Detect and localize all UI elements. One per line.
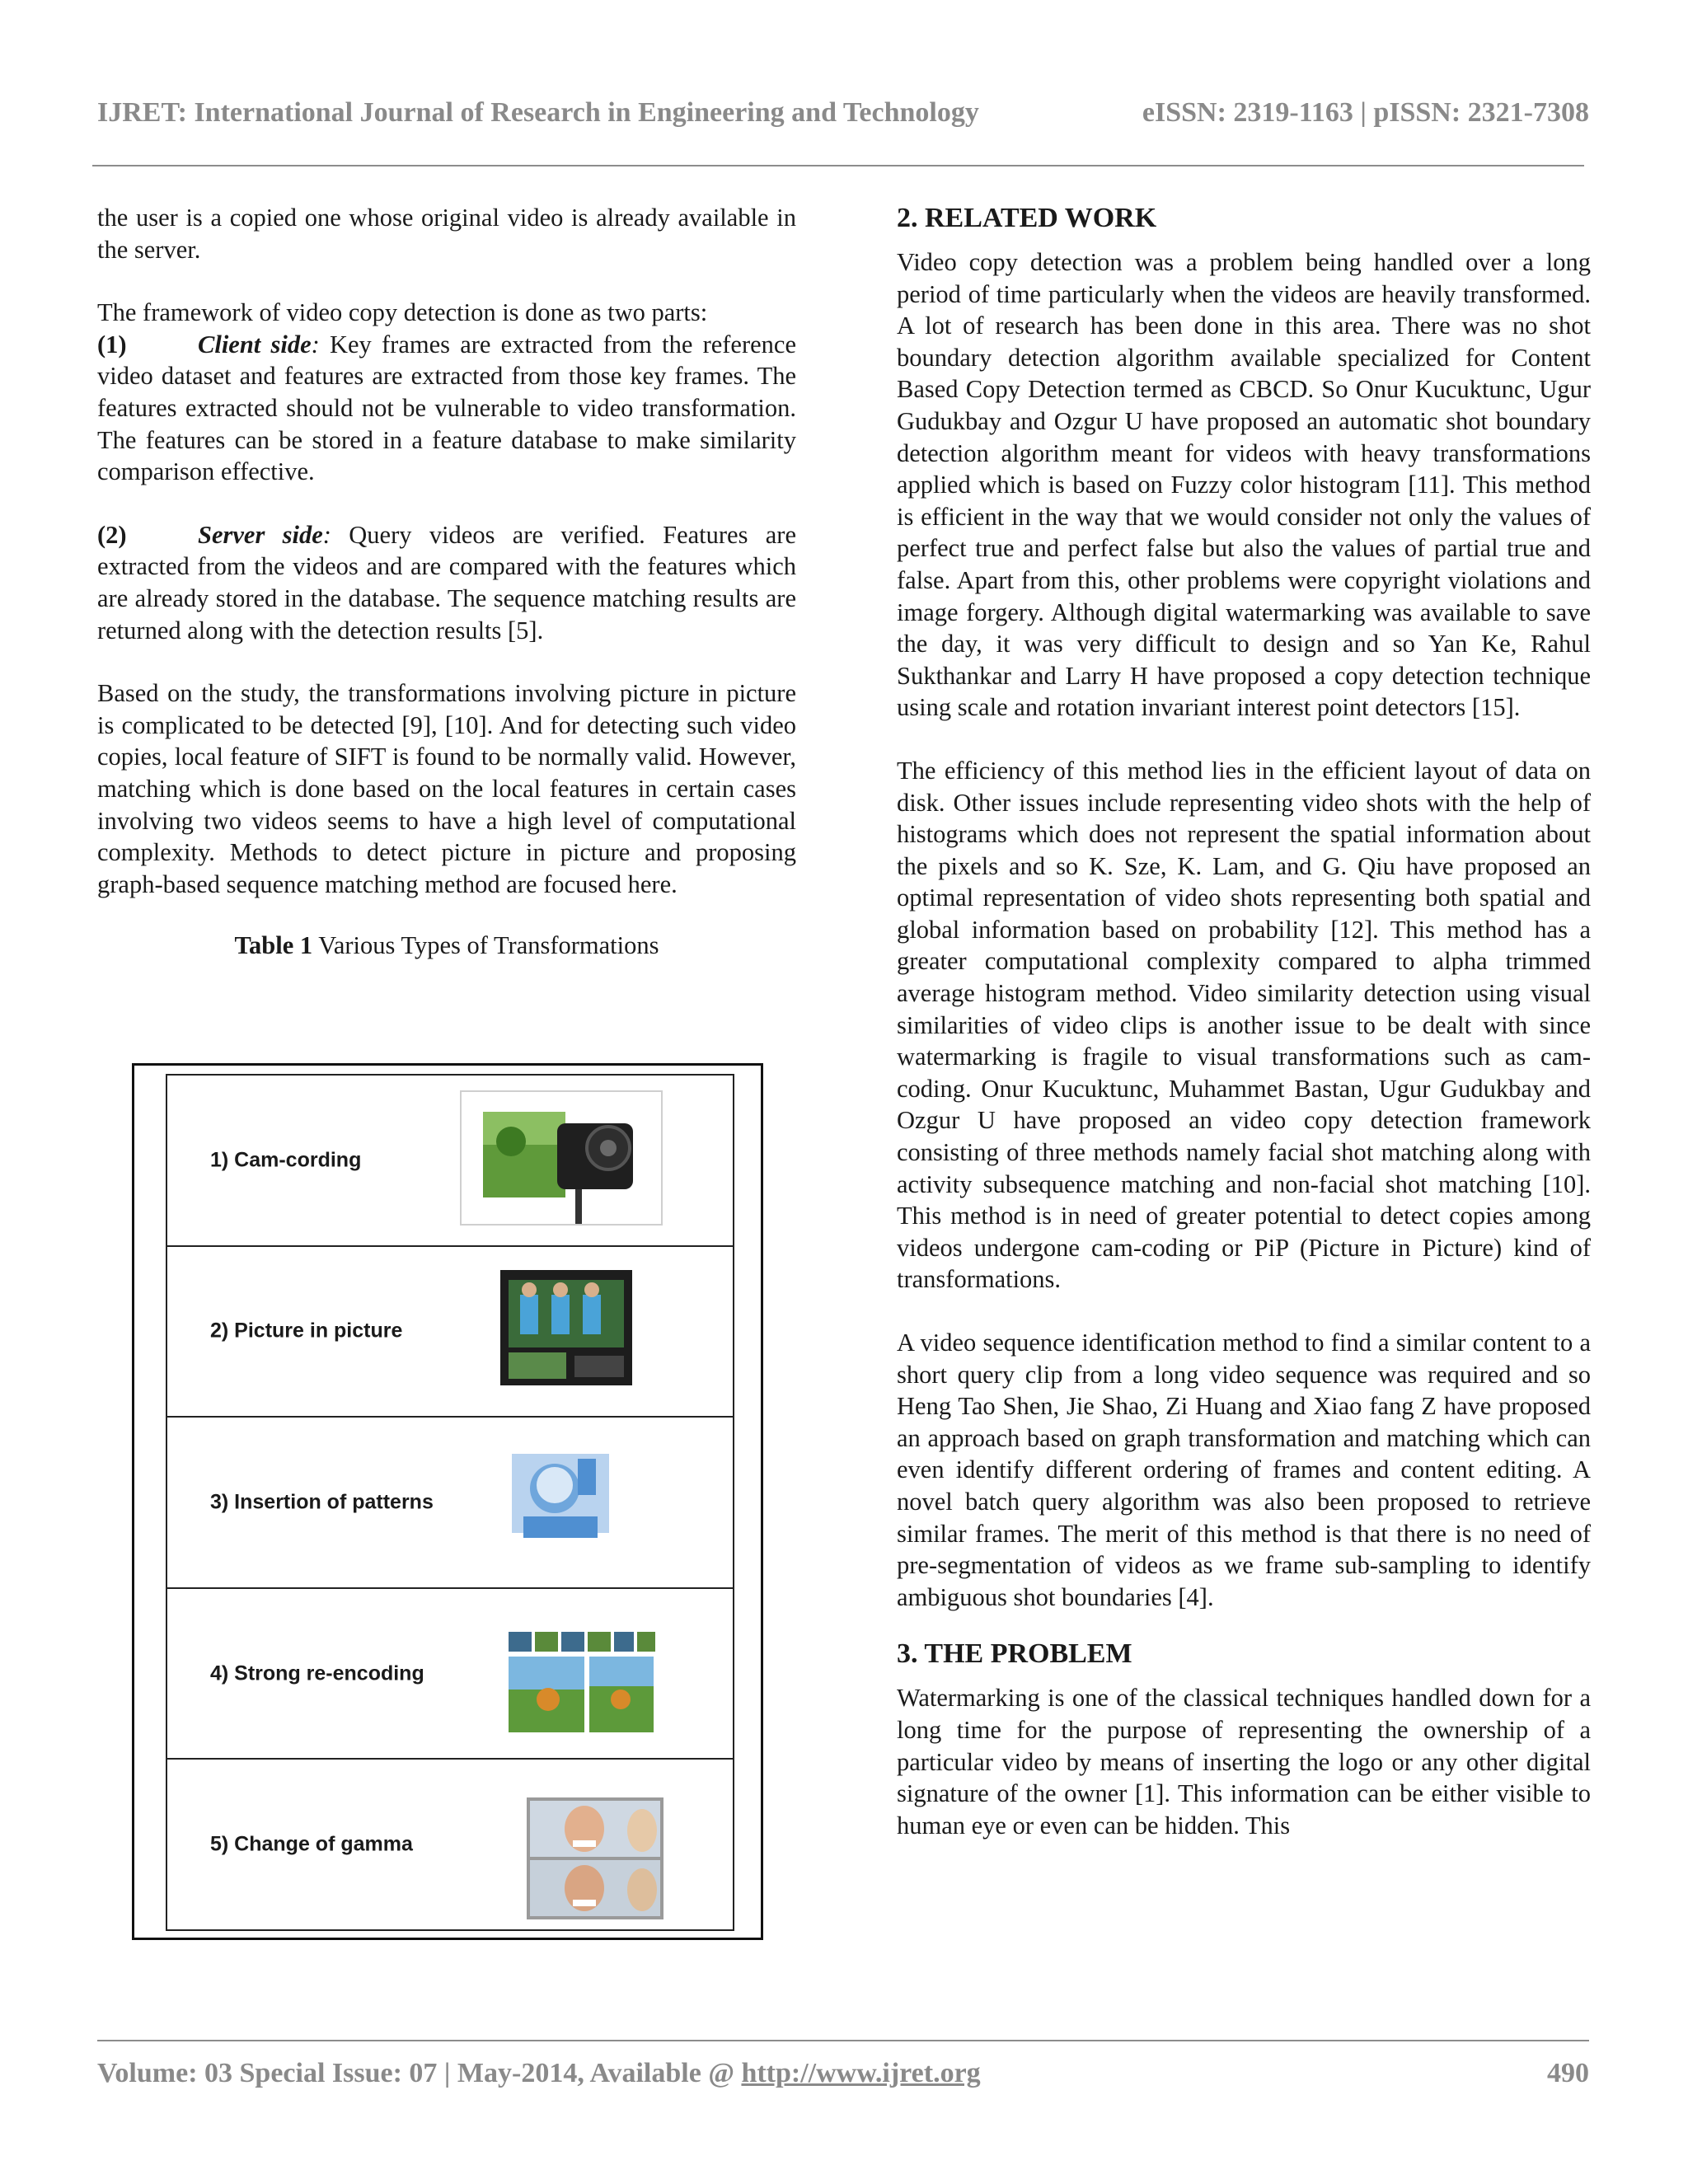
insertion-of-patterns-image [507, 1437, 614, 1561]
picture-in-picture-image [500, 1270, 632, 1385]
table-row [167, 1589, 733, 1760]
row-label-insertion-of-patterns: 3) Insertion of patterns [210, 1490, 434, 1514]
cam-cording-image [460, 1090, 663, 1226]
item-term: Client side [198, 330, 312, 359]
page-number: 490 [1547, 2058, 1589, 2088]
left-paragraph-2: The framework of video copy detection is done as two parts: [97, 298, 708, 327]
related-work-paragraph-1: Video copy detection was a problem being handled over a long period of time particularly when the videos are heavily transformed. A lot of research has been done in this area. There was no shot boundary detection algorithm available specialized for Content Based Copy Detection termed as CBCD. So Onur Kucuktunc, Ugur Gudukbay and Ozgur U have proposed an automatic shot boundary detection algorithm meant for videos with heavy transformations applied which is based on Fuzzy color histogram [11]. This method is efficient in the way that we would consider not only the values of perfect true and perfect false but also the values of partial true and false. Apart from this, other problems were copyright violations and image forgery. Although digital watermarking was available to save the day, it was very difficult to design and so Yan Ke, Rahul Sukthankar and Larry H have proposed a copy detection technique using scale and rotation invariant interest point detectors [15]. [897, 248, 1591, 722]
running-header [97, 97, 1589, 129]
table-caption-text: Various Types of Transformations [312, 931, 659, 960]
row-label-picture-in-picture: 2) Picture in picture [210, 1319, 403, 1343]
item-text: Query videos are verified. Features are extracted from the videos and are compared with the features which are already stored in the database. The sequence matching results are returned along with the detection results [5]. [97, 520, 796, 644]
section-heading-the-problem: 3. THE PROBLEM [897, 1638, 1132, 1670]
journal-url-link[interactable]: http://www.ijret.org [741, 2058, 981, 2088]
item-term: Server side [198, 520, 323, 549]
footer-volume [97, 2058, 981, 2089]
related-work-paragraph-3: A video sequence identification method to find a similar content to a short query clip from a long video sequence was required and so Heng Tao Shen, Jie Shao, Zi Huang and Xiao fang Z have proposed an approach based on graph transformation and matching which can even identify different ordering of frames and content editing. A novel batch query algorithm was also been proposed to retrieve similar frames. The merit of this method is that there is no need of pre-segmentation of videos as we frame sub-sampling to identify ambiguous shot boundaries [4]. [897, 1329, 1591, 1611]
change-of-gamma-image [527, 1797, 663, 1919]
strong-re-encoding-image [505, 1629, 657, 1736]
issn-text: eISSN: 2319-1163 | pISSN: 2321-7308 [1142, 97, 1589, 128]
row-label-change-of-gamma: 5) Change of gamma [210, 1832, 413, 1856]
transformations-table [132, 1063, 763, 1940]
item-label: (2) [97, 520, 127, 549]
item-colon: : [322, 520, 331, 549]
item-colon: : [311, 330, 320, 359]
table-row [167, 1076, 733, 1247]
journal-title: IJRET: International Journal of Research in Engineering and Technology [97, 97, 979, 128]
table-row [167, 1247, 733, 1418]
item-label: (1) [97, 330, 127, 359]
table-row [167, 1760, 733, 1929]
list-item-server-side [97, 519, 796, 646]
left-column [97, 202, 796, 961]
list-item-client-side [97, 329, 796, 488]
right-column [897, 202, 1591, 1841]
volume-text: Volume: 03 Special Issue: 07 | May-2014, Available @ [97, 2058, 742, 2088]
row-label-strong-re-encoding: 4) Strong re-encoding [210, 1661, 424, 1685]
header-rule [92, 165, 1584, 166]
related-work-paragraph-2: The efficiency of this method lies in the efficient layout of data on disk. Other issues include representing video shots with the help of histograms which does not represent the spatial information about the pixels and so K. Sze, K. Lam, and G. Qiu have proposed an optimal representation of video shots representing both spatial and global information based on probability [12]. This method has a greater computational complexity compared to alpha trimmed average histogram method. Video similarity detection using visual similarities of video clips is another issue to be dealt with since watermarking is fragile to visual transformations such as cam-coding. Onur Kucuktunc, Muhammet Bastan, Ugur Gudukbay and Ozgur U have proposed an video copy detection framework consisting of three methods namely facial shot matching along with activity subsequence matching and non-facial shot matching [10]. This method is in need of greater potential to detect copies among videos undergone cam-coding or PiP (Picture in Picture) kind of transformations. [897, 756, 1591, 1294]
section-heading-related-work: 2. RELATED WORK [897, 203, 1157, 233]
problem-paragraph-1: Watermarking is one of the classical techniques handled down for a long time for the purpose of representing the ownership of a particular video by means of inserting the logo or any other digital signature of the owner [1]. This information can be either visible to human eye or even can be hidden. This [897, 1684, 1591, 1840]
footer-rule [97, 2040, 1589, 2041]
left-paragraph-3: Based on the study, the transformations involving picture in picture is complicated to be detected [9], [10]. And for detecting such video copies, local feature of SIFT is found to be normally valid. However, matching which is done based on the local features in certain cases involving two videos seems to have a high level of computational complexity. Methods to detect picture in picture and proposing graph-based sequence matching method are focused here. [97, 679, 796, 898]
table-caption-label: Table 1 [234, 931, 313, 960]
item-text: Key frames are extracted from the reference video dataset and features are extracted from those key frames. The features extracted should not be vulnerable to video transformation. The features can be stored in a feature database to make similarity comparison effective. [97, 330, 796, 486]
row-label-cam-cording: 1) Cam-cording [210, 1148, 362, 1172]
running-footer [97, 2058, 1589, 2089]
table-caption [97, 930, 796, 961]
table-row [167, 1418, 733, 1589]
left-paragraph-1: the user is a copied one whose original video is already available in the server. [97, 204, 796, 264]
table-body [166, 1074, 734, 1931]
